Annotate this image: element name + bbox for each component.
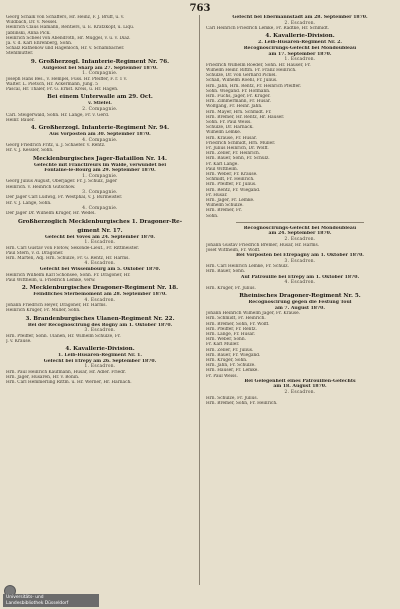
text-line: Schulze, Dr. von Gerhard Pickel. <box>206 73 277 79</box>
unit-label: 4. Escadron. <box>284 280 316 286</box>
text-line: Hrn. Paul Heinrich Kaufmann, Husar, Hr. Adler. Friedr. <box>6 369 126 375</box>
unit-label: 3. Escadron. <box>284 258 316 264</box>
section-heading: giment Nr. 17. <box>77 227 123 234</box>
text-line: Hrn. Zimmermann, Fr. Husar. <box>206 99 271 105</box>
unit-label: 1. Escadron. <box>284 57 316 63</box>
section-subheading: Bei Gelegenheit eines Patrouillen-Gefechts <box>244 378 356 384</box>
unit-label: 4. Compagnie. <box>82 205 118 211</box>
section-heading: Großherzoglich Mecklenburgisches 1. Dragoner-Re- <box>17 218 183 225</box>
text-line: Johann Friedrich Heyer, Dragoner, Hr. Harms. <box>6 303 107 309</box>
unit-label: 1. Escadron. <box>84 364 116 370</box>
section-subheading: am 17. September 1870. <box>268 51 332 57</box>
text-line: Wildbach, Dr. v. Nessel. <box>6 20 58 26</box>
unit-label: 2. Escadron. <box>284 390 316 396</box>
text-line: Hrn. Fuchs, Jäger, Fr. Krüger. <box>206 93 271 99</box>
text-line: J. v. Krause. <box>6 338 32 344</box>
text-line: Friedrich Wilhelm Roeder, Sohn. Hr. Hauser, Fr. <box>206 62 311 68</box>
text-line: Hr. v. J. Lange, Sohn. <box>6 200 52 206</box>
text-line: Hrn. Bremer, Fr. <box>206 208 242 214</box>
section-subheading: 1. Leib-Husaren-Regiment Nr. 1. <box>58 353 142 359</box>
section-subheading: Bei der Recognoscirung des Rogny am 1. Oktober 1870. <box>27 322 173 328</box>
text-line: Hrn. Carl Heinrich Lemke, Fr. Schulz. <box>206 264 289 270</box>
section-subheading: Recognoscirung gegen die Festung Toul <box>248 300 352 306</box>
section-subheading: Feindliches Sterbemoment am 28. September 1870. <box>33 291 167 297</box>
text-line: Hrn. Bauer, Sohn. <box>206 269 246 275</box>
text-line: Hr. v. J. Kessler, Sohn. <box>6 148 54 154</box>
text-line: Hrn. Pfeiffer, Sohn. Ulanen, Hr. Wilhelm Schulze, Fr. <box>6 333 121 339</box>
page-number: 763 <box>189 3 211 14</box>
unit-label: 2. Compagnie. <box>82 107 118 113</box>
unit-label: 4. Escadron. <box>84 261 116 267</box>
text-line: Friedrich Schmidt, Hrn. Müller. <box>206 140 276 146</box>
text-line: Hrn. Weber, Sohn. <box>206 337 246 343</box>
text-line: Hrn. Bauer, Fr. Wiegand. <box>206 352 261 358</box>
section-subheading: Recognoscirungs-Gefecht bei Mondoubleau <box>243 45 357 51</box>
section-subheading: Aufgelöst bei Sharp am 27. September 1870. <box>42 65 158 71</box>
unit-label: 2. Escadron. <box>284 237 316 243</box>
text-line: Sohn. Fr. Paul Weiss. <box>206 120 252 125</box>
text-line: Hrn. Carl Hemmerling Rittm. u. Hr. Werner, Hr. Harnach. <box>6 380 132 386</box>
footer-line-2: Landesbibliothek Düsseldorf <box>6 600 69 606</box>
text-line: Schmidt, Fr. Heinrich. <box>206 177 255 183</box>
text-line: Fr. Husar. <box>206 192 228 198</box>
text-line: Georg Schalk von Schaffers, Hr. Heinz, F. J. Bruff, u. v. <box>6 15 125 20</box>
section-heading: Bei einem Unterwalle am 29. Oct. <box>47 94 153 101</box>
text-line: Heinrich Scheel von Abendroth, Hr. Müggel, v. u. v. Diaz. <box>6 35 131 41</box>
text-line: Hrn. Weber, Fr. Krause. <box>206 172 258 178</box>
unit-label: 2. Escadron. <box>284 20 316 26</box>
text-line: Georg Julius August, Oberjäger. Fr. J. Schulz, Jäger <box>6 179 118 185</box>
text-line: Hrn. Schmidt, Fr. Heinrich. <box>206 316 266 322</box>
text-line: Fr. Karl Lange. <box>206 161 239 167</box>
text-line: Hrn. Schulze, Fr. Julius. <box>206 395 258 401</box>
unit-label: 4. Compagnie. <box>82 137 118 143</box>
text-line: Paul Wittheim. <box>206 166 239 172</box>
text-line: Hrn. Jahn, Fr. Schulze. <box>206 363 256 369</box>
text-line: Schall, Wilhelm Roehl, Fr. Julius. <box>206 78 278 84</box>
footer-line-1: Universitäts- und <box>6 595 44 601</box>
text-line: Georg Friedrich Fritz, u. J. Schaefer. v. Rentz. <box>6 143 106 149</box>
text-line: Ja. v. d. Karl Ehrenberg, Sohn. <box>6 41 73 47</box>
text-line: Hrn. Krüger, Sohn. <box>206 358 248 364</box>
section-heading: 4. Kavallerie-Division. <box>65 346 135 353</box>
section-subheading: Recognoscirungs-Gefecht bei Mondoubleau <box>243 225 357 231</box>
unit-label: 1. Compagnie. <box>82 173 118 179</box>
unit-label: 3. Compagnie. <box>82 189 118 195</box>
text-line: Hrn. Jäger, Fr. Lemke. <box>206 198 255 204</box>
text-line: Sohn. <box>206 213 219 219</box>
section-heading: 3. Brandenburgisches Ulanen-Regiment Nr. 22. <box>25 315 175 322</box>
text-line: Heinrich Krüger, Fr. Müller, Sohn. <box>6 308 81 314</box>
text-line: Hrn. Bremer, Hr. Rentz, Hr. Hauser. <box>206 114 285 120</box>
unit-label: 1. Compagnie. <box>82 71 118 77</box>
text-line: Hrn. Marten, Adj. Hrn. Schulze, Fr. G. Rentz, Hr. Harms. <box>6 256 130 262</box>
text-line: Hrn. Krause, Fr. Husar. <box>206 135 257 141</box>
text-line: Wolfgang, Fr. Heinr. Jahn. <box>206 104 263 110</box>
section-heading: 4. Kavallerie-Division. <box>265 33 335 40</box>
text-line: Fr. Paul Weiss. <box>206 373 238 379</box>
section-subheading: Aus Vorposten am 30. September 1870. <box>49 132 151 138</box>
text-line: Carl. Steigerwald, Sohn. Hr. Lange, Fr. v. Gerd. <box>6 112 110 118</box>
section-heading: Rheinisches Dragoner-Regiment Nr. 5. <box>239 293 361 300</box>
unit-label: 3. Escadron. <box>84 328 116 334</box>
section-subheading: 2. Leib-Husaren-Regiment Nr. 2. <box>258 40 342 46</box>
separator <box>236 222 364 223</box>
text-line: Hrn. Zeller, Fr. Julius. <box>206 347 254 353</box>
text-line: Hrn. Jahn, Hrn. Rentz, Fr. Heinrich Pfeiffer. <box>206 83 302 89</box>
section-subheading: Gefecht bei Ebermannstadt am 28. September 1870. <box>232 15 368 20</box>
text-line: Fr. Julius Heinrich, Dr. Wolff. <box>206 146 269 152</box>
text-line: Fr. Karl Müller. <box>206 342 240 348</box>
section-heading: Mecklenburgisches Jäger-Bataillon Nr. 14. <box>33 155 167 162</box>
text-line: Hrn. Mayer, Hrn. Schmidt. Fr. <box>206 109 272 115</box>
text-line: Paul Stern, v. d. Dragoner. <box>6 250 64 256</box>
text-line: Hrn. Jäger, Husaren, Hr. v. Bonin. <box>6 375 80 381</box>
text-line: Pascal, Hr. Thaler, Fr. G. Ernst. Kreis, u. Hr. Hagen. <box>6 87 119 93</box>
section-subheading: am 7. August 1870. <box>275 305 325 311</box>
text-line: Hrn. Zeller, Fr. Heinrich. <box>206 151 261 157</box>
section-subheading: Fontaine-le-Bourg am 29. September 1870. <box>44 168 156 174</box>
text-line: Schalz Rathenow und Hagenloch, Hr. v. Schambacher. <box>6 46 125 52</box>
text-line: Sohn. Wiegand. Fr. Hofmann. <box>206 88 271 94</box>
text-line: Johann Heinrich Wilhelm Jäger, Fr. Krause. <box>206 311 301 317</box>
left-column <box>6 15 194 585</box>
text-line: Der Jäger Carl Ludwig, Fr. Westphal, v. J. Burmeister. <box>6 195 123 201</box>
section-subheading: Gefecht bei Étrépy am 26. September 1870. <box>43 358 157 364</box>
text-line: Wilhelm Heinr. Rittm. Fr. Franz Heinrich. <box>206 67 297 73</box>
text-line: Hrn. Pfeiffer, Fr. Julius. <box>206 182 257 188</box>
text-line: Hrn. Bauer, Sohn, Fr. Schulz. <box>206 156 270 162</box>
text-line: Joseph Hans Bes., v. Hempel, Fuss. Hr. Pfeiffer, F. r. 1 v. <box>6 76 128 82</box>
section-subheading: am 24. September 1870. <box>268 231 332 237</box>
section-subheading: Gefecht bei Voves am 24. September 1870. <box>45 234 155 240</box>
text-line: Hrn. Carl Gustav von Flotow, Sekonde-Lieut., Fr. Rittmeister. <box>6 245 140 251</box>
column-divider <box>199 15 200 585</box>
section-subheading: Gefecht bei Wissembourg am 5. Oktober 1870. <box>39 266 161 272</box>
text-line: Hrn. Krüger, Fr. Julius. <box>206 285 256 291</box>
section-subheading: am 18. August 1870. <box>273 384 327 390</box>
text-line: Hrn. Hauser, Fr. Lemke. <box>206 368 259 374</box>
right-column <box>206 15 394 585</box>
text-line: Heinrich. v. Heinrich Gütschow. <box>6 184 76 190</box>
text-line: Walter. L. Pietsch, Hr. Ackermann, Jung. 5 <box>6 82 98 88</box>
text-line: Hrn. Pfeiffer, Fr. Rentz. <box>206 326 257 332</box>
text-line: Hrn. Bremer, Sohn, Fr. Wolff. <box>206 321 270 327</box>
text-line: Josef Wittheim, Fr. Wolff. <box>206 247 261 253</box>
text-line: Heinr. Bauer. <box>6 117 35 123</box>
text-line: Hrn. Lange, Fr. Husar. <box>206 332 256 338</box>
section-subheading: Auf Patrouille bei Étrépy am 1. Oktober 1870. <box>240 274 360 280</box>
section-heading: 9. Großherzogl. Infanterie-Regiment Nr. 76. <box>30 58 170 65</box>
text-line: Hrn. Rentz, Fr. Wiegand. <box>206 187 261 193</box>
text-line: Stehlmutter. <box>6 51 34 57</box>
section-subheading: v. Stiefel. <box>88 101 112 107</box>
text-line: Heinrich Wilhelm Karl Schönsee, Sohn. Fr. Dragoner, Hr. <box>6 272 131 278</box>
text-line: Der Jäger Dr. Wilhelm Krüger, Hr. Wedel. <box>6 211 96 217</box>
library-footer <box>3 594 99 607</box>
text-line: Schulze, Dr. Harnack. <box>206 125 254 131</box>
section-subheading: Bei Vorposten bei Etrepagny am 1. Oktober 1870. <box>236 253 364 259</box>
unit-label: 4. Escadron. <box>84 297 116 303</box>
section-subheading: Gefechte mit Franctireurs im Walde, verwundet bei <box>33 162 167 168</box>
section-heading: 2. Mecklenburgisches Dragoner-Regiment Nr. 18. <box>21 284 179 291</box>
text-line: Hrn. Bremer, Sohn, Fr. Heinrich. <box>206 400 278 406</box>
text-line: Heinrich Claus Hamann, Rentiers, u. E. Kratzkopf, u. Liqu. <box>6 25 135 31</box>
section-heading: 4. Großherzogl. Infanterie-Regiment Nr. 94. <box>30 125 170 132</box>
text-line: Jablinski, Anna Pick. <box>6 30 51 36</box>
unit-label: 1. Escadron. <box>84 240 116 246</box>
text-line: Wilhelm Lemke. <box>206 130 242 136</box>
text-line: Johann Gustav Friedrich Bremer, Husar, Hr. Harms. <box>206 242 320 248</box>
text-line: Paul Wittheim, u. Friedrich Lemke, verw. <box>6 277 96 283</box>
text-line: Wilhelm Schulze. <box>206 203 244 209</box>
text-line: Carl Heinrich Friedrich Lemke, Fr. Radtke, Hr. Schmidt. <box>206 26 330 32</box>
